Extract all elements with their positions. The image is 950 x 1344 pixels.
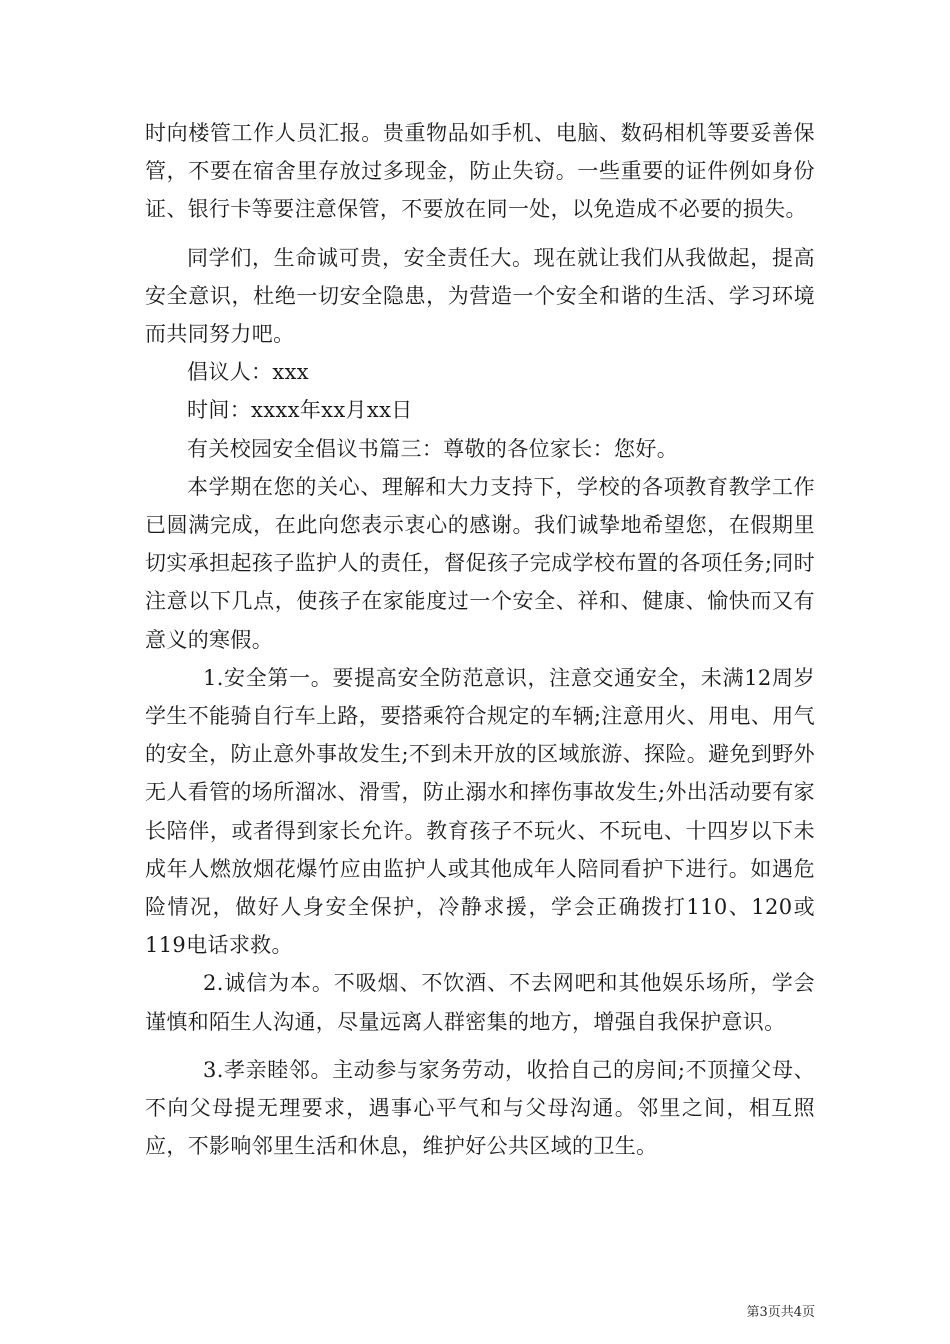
list-item-integrity: 2.诚信为本。不吸烟、不饮酒、不去网吧和其他娱乐场所，学会谨慎和陌生人沟通，尽量远离人群密集的地方，增强自我保护意识。 [145,971,815,1034]
signature-date: 时间：xxxx年xx月xx日 [187,398,413,423]
paragraph-closing-appeal: 同学们，生命诚可贵，安全责任大。现在就让我们从我做起，提高安全意识，杜绝一切安全隐患，为营造一个安全和谐的生活、学习环境而共同努力吧。 [145,245,815,347]
signature-initiator: 倡议人：xxx [187,360,309,385]
list-item-filial-piety: 3.孝亲睦邻。主动参与家务劳动，收拾自己的房间;不顶撞父母、不向父母提无理要求，遇事心平气和与父母沟通。邻里之间，相互照应，不影响邻里生活和休息，维护好公共区域的卫生。 [145,1057,815,1159]
section-heading-part-three: 有关校园安全倡议书篇三：尊敬的各位家长：您好。 [187,436,679,461]
paragraph-intro-parents: 本学期在您的关心、理解和大力支持下，学校的各项教育教学工作已圆满完成，在此向您表示衷心的感谢。我们诚挚地希望您，在假期里切实承担起孩子监护人的责任，督促孩子完成学校布置的各项任务;同时注意以下几点，使孩子在家能度过一个安全、祥和、健康、愉快而又有意义的寒假。 [145,474,815,652]
paragraph-continuation: 时向楼管工作人员汇报。贵重物品如手机、电脑、数码相机等要妥善保管，不要在宿舍里存放过多现金，防止失窃。一些重要的证件例如身份证、银行卡等要注意保管，不要放在同一处，以免造成不必要的损失。 [145,121,815,222]
page-number-footer: 第3页共4页 [746,1305,815,1320]
document-body [145,114,815,1165]
list-item-safety-first: 1.安全第一。要提高安全防范意识，注意交通安全，未满12周岁学生不能骑自行车上路，要搭乘符合规定的车辆;注意用火、用电、用气的安全，防止意外事故发生;不到未开放的区域旅游、探险。避免到野外无人看管的场所溜冰、滑雪，防止溺水和摔伤事故发生;外出活动要有家长陪伴，或者得到家长允许。教育孩子不玩火、不玩电、十四岁以下未成年人燃放烟花爆竹应由监护人或其他成年人陪同看护下进行。如遇危险情况，做好人身安全保护，冷静求援，学会正确拨打110、120或119电话求救。 [145,665,815,958]
